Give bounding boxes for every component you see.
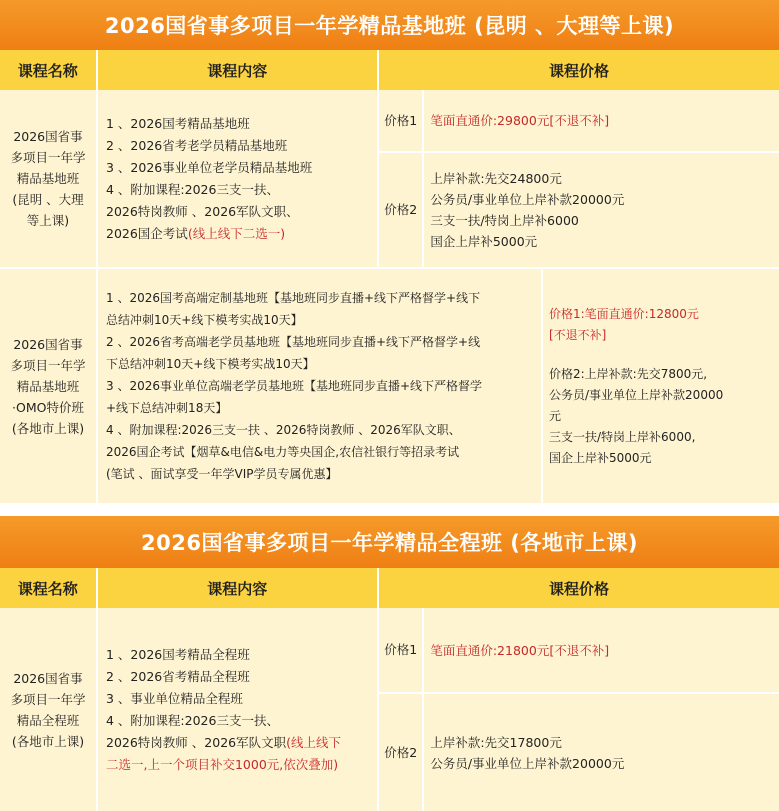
content-line: 2 、2026省考高端老学员基地班【基地班同步直播+线下严格督学+线 [106,335,481,349]
price2-row [379,151,779,267]
header-course-content: 课程内容 [96,568,378,608]
content-line: 3 、2026事业单位老学员精品基地班 [106,159,313,175]
section1-row-1 [0,90,779,267]
content-line: 3 、2026事业单位高端老学员基地班【基地班同步直播+线下严格督学 [106,379,483,393]
header-course-content: 课程内容 [96,50,378,90]
row-course-content [96,608,377,811]
content-line: 2026特岗教师 、2026军队文职、 [106,203,299,219]
header-course-name: 课程名称 [17,61,78,80]
row-course-price [541,269,779,503]
header-course-name: 课程名称 [17,579,78,598]
row-course-name: 2026国省事 多项目一年学 精品全程班 (各地市上课) [10,670,86,749]
price1-row [379,608,779,692]
price2-row [379,692,779,811]
price2-label: 价格2 [384,744,418,760]
price2-line: 元 [549,408,562,423]
header-course-price: 课程价格 [377,50,779,90]
content-line: 2026特岗教师 、2026军队文职(线上线下 [106,734,341,750]
content-line: 4 、附加课程:2026三支一扶 、2026特岗教师 、2026军队文职、 [106,423,461,437]
price2-line: 价格2:上岸补款:先交7800元, [549,366,708,381]
content-line: 4 、附加课程:2026三支一扶、 [106,712,279,728]
row-course-price [377,608,779,811]
content-line: 二选一,上一个项目补交1000元,依次叠加) [106,756,339,772]
price2-value: 上岸补款:先交17800元 公务员/事业单位上岸补款20000元 [422,694,779,811]
price2-value: 上岸补款:先交24800元 公务员/事业单位上岸补款20000元 三支一扶/特岗上岸补6000 国企上岸补5000元 [422,153,779,267]
price1-line: [不退不补] [549,327,607,342]
section2-title: 2026国省事多项目一年学精品全程班 (各地市上课) [141,531,638,555]
section2-title-banner [0,516,779,568]
content-line: 1 、2026国考高端定制基地班【基地班同步直播+线下严格督学+线下 [106,291,481,305]
row-course-content [96,90,377,267]
price1-value: 笔面直通价:21800元[不退不补] [422,608,779,692]
price1-label: 价格1 [384,112,418,128]
row-course-price [377,90,779,267]
section2-table-header [0,568,779,608]
section1-title-banner [0,0,779,50]
content-line: +线下总结冲刺18天】 [106,401,228,415]
content-line: 2026国企考试【烟草&电信&电力等央国企,农信社银行等招录考试 [106,445,460,459]
section1-title: 2026国省事多项目一年学精品基地班 (昆明 、大理等上课) [104,14,675,38]
price2-label: 价格2 [384,202,418,217]
content-line: 1 、2026国考精品全程班 [106,646,250,662]
price1-row [379,90,779,151]
content-line: 3 、事业单位精品全程班 [106,690,243,706]
price1-value: 笔面直通价:29800元[不退不补] [422,90,779,151]
content-line: 2 、2026省考精品全程班 [106,668,250,684]
content-line: (笔试 、面试享受一年学VIP学员专属优惠】 [106,467,338,481]
content-line: 1 、2026国考精品基地班 [106,115,250,131]
price1-label: 价格1 [384,642,418,657]
row-course-content [96,269,541,503]
header-course-price: 课程价格 [377,568,779,608]
section1-table-header [0,50,779,90]
content-line: 2026国企考试(线上线下二选一) [106,225,286,241]
content-line: 2 、2026省考老学员精品基地班 [106,137,288,153]
price2-line: 公务员/事业单位上岸补款20000 [549,387,724,402]
price2-line: 三支一扶/特岗上岸补6000, [549,429,696,444]
content-line: 下总结冲刺10天+线下模考实战10天】 [106,357,315,371]
row-course-name: 2026国省事 多项目一年学 精品基地班 ·OMO特价班 (各地市上课) [10,336,86,436]
section2-row-1 [0,608,779,811]
section1-row-2 [0,267,779,503]
content-line: 总结冲刺10天+线下模考实战10天】 [106,313,303,327]
content-line: 4 、附加课程:2026三支一扶、 [106,181,279,197]
price2-line: 国企上岸补5000元 [549,450,652,465]
price1-line: 价格1:笔面直通价:12800元 [549,306,699,321]
row-course-name: 2026国省事 多项目一年学 精品基地班 (昆明 、大理 等上课) [10,129,86,228]
